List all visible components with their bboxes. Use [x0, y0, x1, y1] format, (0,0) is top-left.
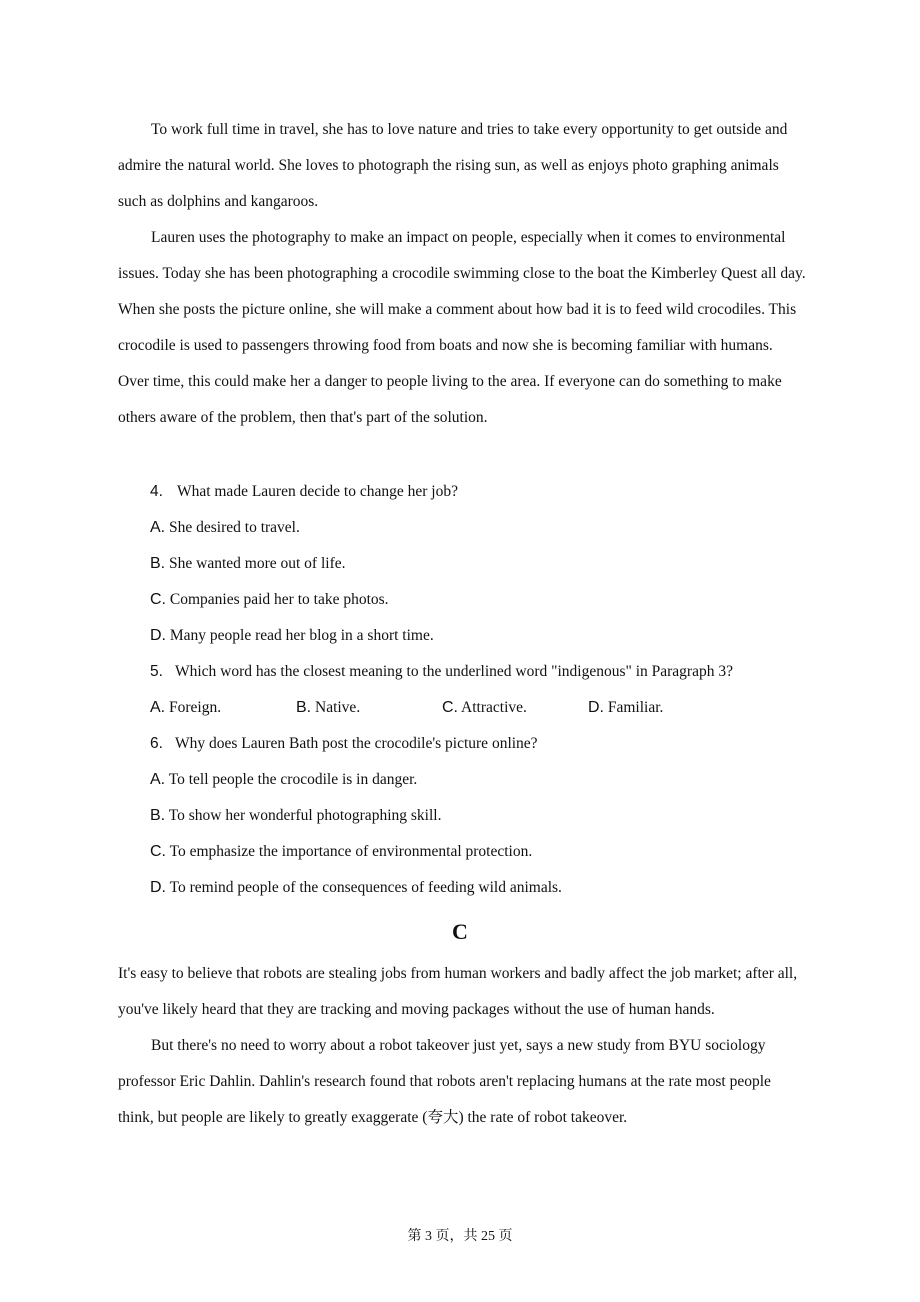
question-4-option-d	[150, 618, 810, 654]
option-text: Foreign.	[169, 699, 222, 716]
question-4-number: 4.	[150, 483, 163, 500]
passage-b-paragraph-1: To work full time in travel, she has to love nature and tries to take every opportunity to get outside and admire the natural world. She loves to photograph the rising sun, as well as enjoys photo graphing animals such as dolphins and kangaroos.	[118, 121, 788, 210]
option-letter: D.	[150, 879, 166, 896]
option-text: To tell people the crocodile is in danger.	[168, 771, 418, 788]
option-letter: C.	[150, 591, 166, 608]
question-5-option-d	[588, 690, 734, 726]
option-letter: B.	[296, 699, 312, 716]
question-4-text: What made Lauren decide to change her job?	[176, 483, 458, 500]
question-5-number: 5.	[150, 663, 163, 680]
section-c-title: C	[452, 919, 468, 944]
question-6-option-a	[150, 762, 810, 798]
passage-b-text	[118, 112, 806, 436]
option-text: To emphasize the importance of environmental protection.	[169, 843, 533, 860]
question-4-option-a	[150, 510, 810, 546]
option-text: Attractive.	[461, 699, 527, 716]
passage-c-paragraph-1: It's easy to believe that robots are stealing jobs from human workers and badly affect the job market; after all, you've likely heard that they are tracking and moving packages without the use of human hands.	[118, 965, 798, 1018]
question-6-option-d	[150, 870, 810, 906]
passage-c-text	[118, 956, 806, 1136]
question-6-number: 6.	[150, 735, 163, 752]
question-5-options	[150, 690, 810, 726]
option-letter: C.	[150, 843, 166, 860]
option-text: Familiar.	[607, 699, 664, 716]
option-letter: A.	[150, 771, 166, 788]
question-5	[150, 654, 810, 690]
option-letter: A.	[150, 699, 166, 716]
option-letter: A.	[150, 519, 166, 536]
page-number-footer: 第 3 页，共 25 页	[407, 1229, 513, 1244]
option-text: Companies paid her to take photos.	[169, 591, 389, 608]
passage-b-paragraph-2: Lauren uses the photography to make an impact on people, especially when it comes to environmental issues. Today she has been photographing a crocodile swimming close to the boat the Kimberley Quest all day. When she posts the picture online, she will make a comment about how bad it is to feed wild crocodiles. This crocodile is used to passengers throwing food from boats and now she is becoming familiar with humans. Over time, this could make her a danger to people living to the area. If everyone can do something to make others aware of the problem, then that's part of the solution.	[118, 229, 806, 426]
option-letter: D.	[588, 699, 604, 716]
question-5-text: Which word has the closest meaning to the underlined word "indigenous" in Paragraph 3?	[174, 663, 733, 680]
option-text: She wanted more out of life.	[169, 555, 346, 572]
question-list	[150, 474, 810, 906]
question-5-option-a	[150, 690, 296, 726]
option-text: She desired to travel.	[169, 519, 300, 536]
option-text: To show her wonderful photographing skill.	[168, 807, 442, 824]
option-letter: B.	[150, 555, 166, 572]
option-letter: D.	[150, 627, 166, 644]
question-6-text: Why does Lauren Bath post the crocodile's picture online?	[174, 735, 538, 752]
question-4-option-c	[150, 582, 810, 618]
option-text: Native.	[315, 699, 361, 716]
question-4-option-b	[150, 546, 810, 582]
question-5-option-c	[442, 690, 588, 726]
option-text: To remind people of the consequences of feeding wild animals.	[169, 879, 562, 896]
question-6-option-b	[150, 798, 810, 834]
question-6	[150, 726, 810, 762]
question-5-option-b	[296, 690, 442, 726]
question-6-option-c	[150, 834, 810, 870]
question-4	[150, 474, 810, 510]
passage-c-paragraph-2: But there's no need to worry about a robot takeover just yet, says a new study from BYU sociology professor Eric Dahlin. Dahlin's research found that robots aren't replacing humans at the rate most people think, but people are likely to greatly exaggerate (夸大) the rate of robot takeover.	[118, 1037, 771, 1126]
option-text: Many people read her blog in a short time.	[169, 627, 434, 644]
option-letter: B.	[150, 807, 166, 824]
option-letter: C.	[442, 699, 458, 716]
